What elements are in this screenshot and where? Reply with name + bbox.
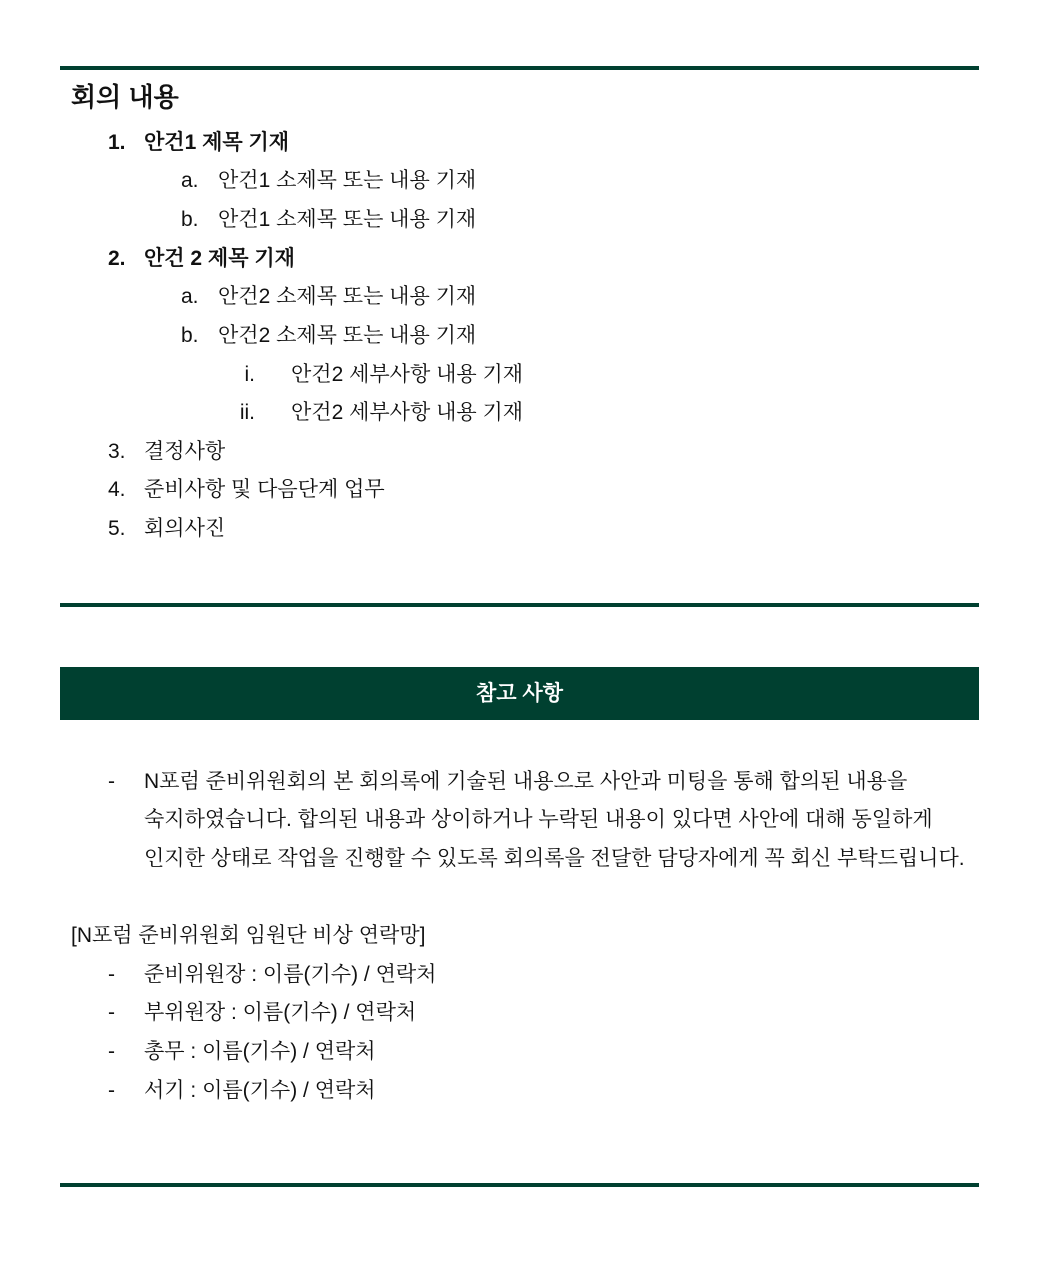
subitem-text: 안건1 소제목 또는 내용 기재: [218, 208, 477, 231]
contact-item: 총무 : 이름(기수) / 연락처: [144, 1040, 376, 1063]
agenda-number: 4.: [108, 478, 126, 501]
detail-marker: ii.: [239, 401, 255, 424]
contacts-heading: [N포럼 준비위원회 임원단 비상 연락망]: [71, 924, 426, 947]
bottom-divider: [60, 1183, 979, 1187]
agenda-number: 2.: [108, 247, 126, 270]
subitem-marker: a.: [181, 285, 199, 308]
detail-text: 안건2 세부사항 내용 기재: [291, 363, 524, 386]
paragraph-bullet: -: [108, 770, 115, 793]
agenda-title: 회의사진: [144, 517, 226, 540]
paragraph-line: 인지한 상태로 작업을 진행할 수 있도록 회의록을 전달한 담당자에게 꼭 회신 부탁드립니다.: [144, 847, 965, 870]
top-divider: [60, 66, 979, 70]
subitem-text: 안건2 소제목 또는 내용 기재: [218, 324, 477, 347]
section-title: 회의 내용: [71, 82, 179, 112]
agenda-title: 결정사항: [144, 440, 226, 463]
contact-bullet: -: [108, 1040, 115, 1063]
contact-item: 준비위원장 : 이름(기수) / 연락처: [144, 963, 437, 986]
middle-divider: [60, 603, 979, 607]
agenda-title: 안건 2 제목 기재: [144, 247, 295, 270]
detail-text: 안건2 세부사항 내용 기재: [291, 401, 524, 424]
contact-bullet: -: [108, 1001, 115, 1024]
paragraph-line: 숙지하였습니다. 합의된 내용과 상이하거나 누락된 내용이 있다면 사안에 대해 동일하게: [144, 808, 933, 831]
subitem-text: 안건1 소제목 또는 내용 기재: [218, 169, 477, 192]
notes-banner: 참고 사항: [60, 667, 979, 720]
contact-bullet: -: [108, 963, 115, 986]
agenda-number: 3.: [108, 440, 126, 463]
agenda-number: 1.: [108, 131, 126, 154]
paragraph-line: N포럼 준비위원회의 본 회의록에 기술된 내용으로 사안과 미팅을 통해 합의된 내용을: [144, 770, 908, 793]
subitem-marker: b.: [181, 324, 199, 347]
subitem-marker: b.: [181, 208, 199, 231]
contact-bullet: -: [108, 1079, 115, 1102]
contact-item: 서기 : 이름(기수) / 연락처: [144, 1079, 376, 1102]
subitem-marker: a.: [181, 169, 199, 192]
subitem-text: 안건2 소제목 또는 내용 기재: [218, 285, 477, 308]
contact-item: 부위원장 : 이름(기수) / 연락처: [144, 1001, 417, 1024]
detail-marker: i.: [244, 363, 255, 386]
agenda-title: 준비사항 및 다음단계 업무: [144, 478, 385, 501]
agenda-number: 5.: [108, 517, 126, 540]
agenda-title: 안건1 제목 기재: [144, 131, 290, 154]
